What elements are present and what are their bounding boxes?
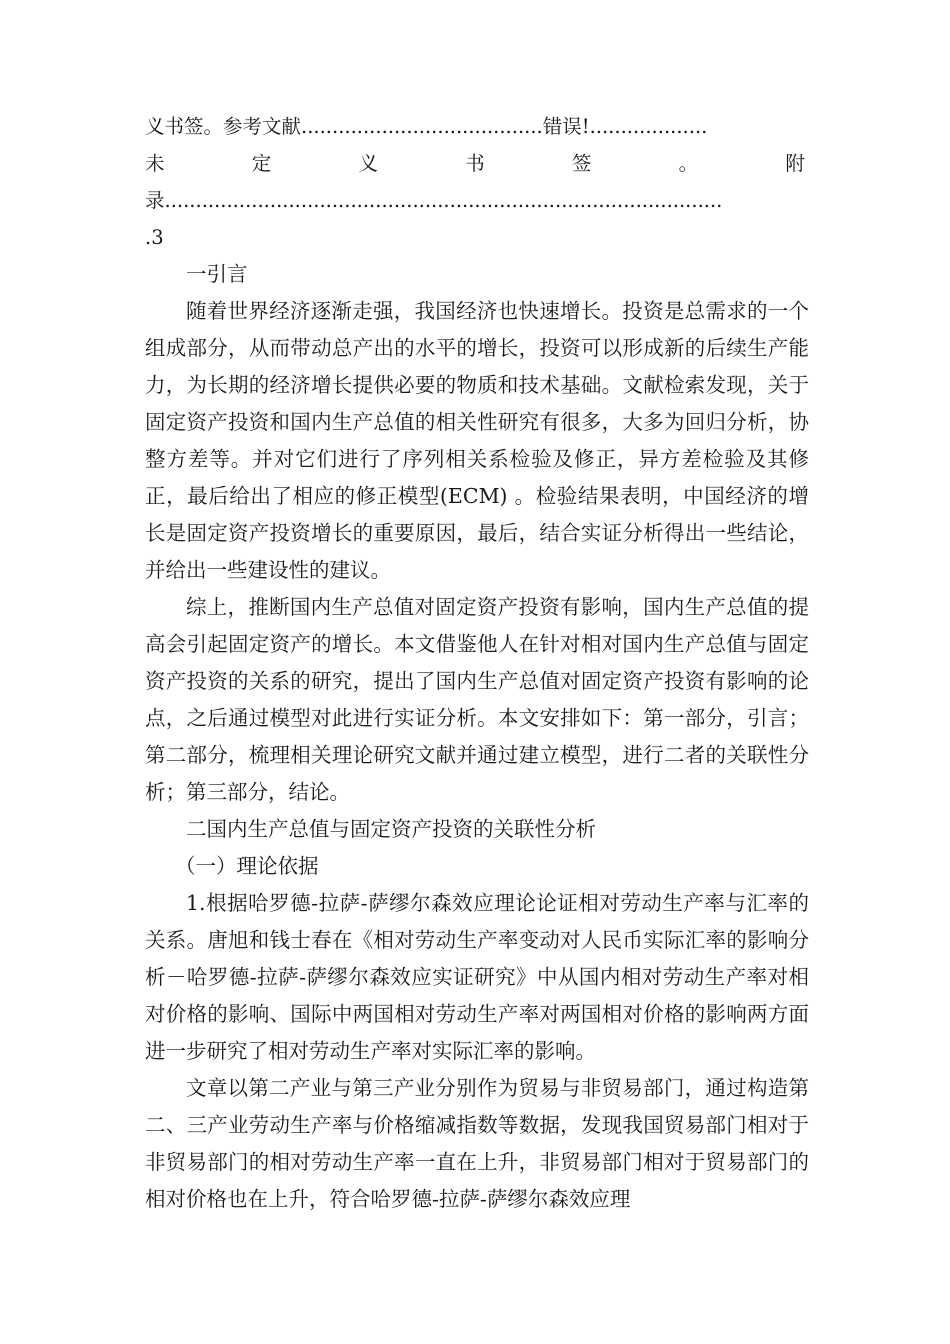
toc-word: 义 (358, 152, 378, 175)
toc-line-1: 义书签。参考文献.......................................错误!................... (145, 115, 708, 138)
body-text (145, 256, 809, 1218)
toc-line-4: .3 (145, 226, 164, 249)
toc-word: 。 (678, 152, 699, 175)
paragraph-3: 1.根据哈罗德-拉萨-萨缪尔森效应理论论证相对劳动生产率与汇率的关系。唐旭和钱士春在《相对劳动生产率变动对人民币实际汇率的影响分析－哈罗德-拉萨-萨缪尔森效应实证研究》中从国内相对劳动生产率对相对价格的影响、国际中两国相对劳动生产率对两国相对价格的影响两方面进一步研究了相对劳动生产率对实际汇率的影响。 (145, 891, 809, 1063)
toc-word: 书 (465, 152, 485, 175)
paragraph-2: 综上，推断国内生产总值对固定资产投资有影响，国内生产总值的提高会引起固定资产的增长。本文借鉴他人在针对相对国内生产总值与固定资产投资的关系的研究，提出了国内生产总值对固定资产投资有影响的论点，之后通过模型对此进行实证分析。本文安排如下：第一部分，引言；第二部分，梳理相关理论研究文献并通过建立模型，进行二者的关联性分析；第三部分，结论。 (145, 595, 809, 804)
paragraph-1: 随着世界经济逐渐走强，我国经济也快速增长。投资是总需求的一个组成部分，从而带动总产出的水平的增长，投资可以形成新的后续生产能力，为长期的经济增长提供必要的物质和技术基础。文献检索发现，关于固定资产投资和国内生产总值的相关性研究有很多，大多为回归分析，协整方差等。并对它们进行了序列相关系检验及修正，异方差检验及其修正，最后给出了相应的修正模型(ECM) 。检验结果表明，中国经济的增长是固定资产投资增长的重要原因，最后，结合实证分析得出一些结论，并给出一些建设性的建议。 (145, 299, 809, 582)
toc-line-3: 录.......................................................................................... (145, 189, 723, 212)
section-heading-analysis: 二国内生产总值与固定资产投资的关联性分析 (186, 817, 596, 841)
toc-word: 定 (251, 152, 272, 175)
toc-word: 未 (145, 152, 165, 175)
subsection-heading-theory: （一）理论依据 (175, 854, 319, 878)
toc-spread-words (145, 150, 805, 178)
toc-line-2 (145, 150, 950, 178)
paragraph-4: 文章以第二产业与第三产业分别作为贸易与非贸易部门，通过构造第二、三产业劳动生产率与价格缩减指数等数据，发现我国贸易部门相对于非贸易部门的相对劳动生产率一直在上升，非贸易部门相对于贸易部门的相对价格也在上升，符合哈罗德-拉萨-萨缪尔森效应理 (145, 1076, 809, 1211)
toc-word: 附 (785, 152, 805, 175)
toc-word: 签 (571, 152, 592, 175)
section-heading-intro: 一引言 (186, 262, 248, 286)
